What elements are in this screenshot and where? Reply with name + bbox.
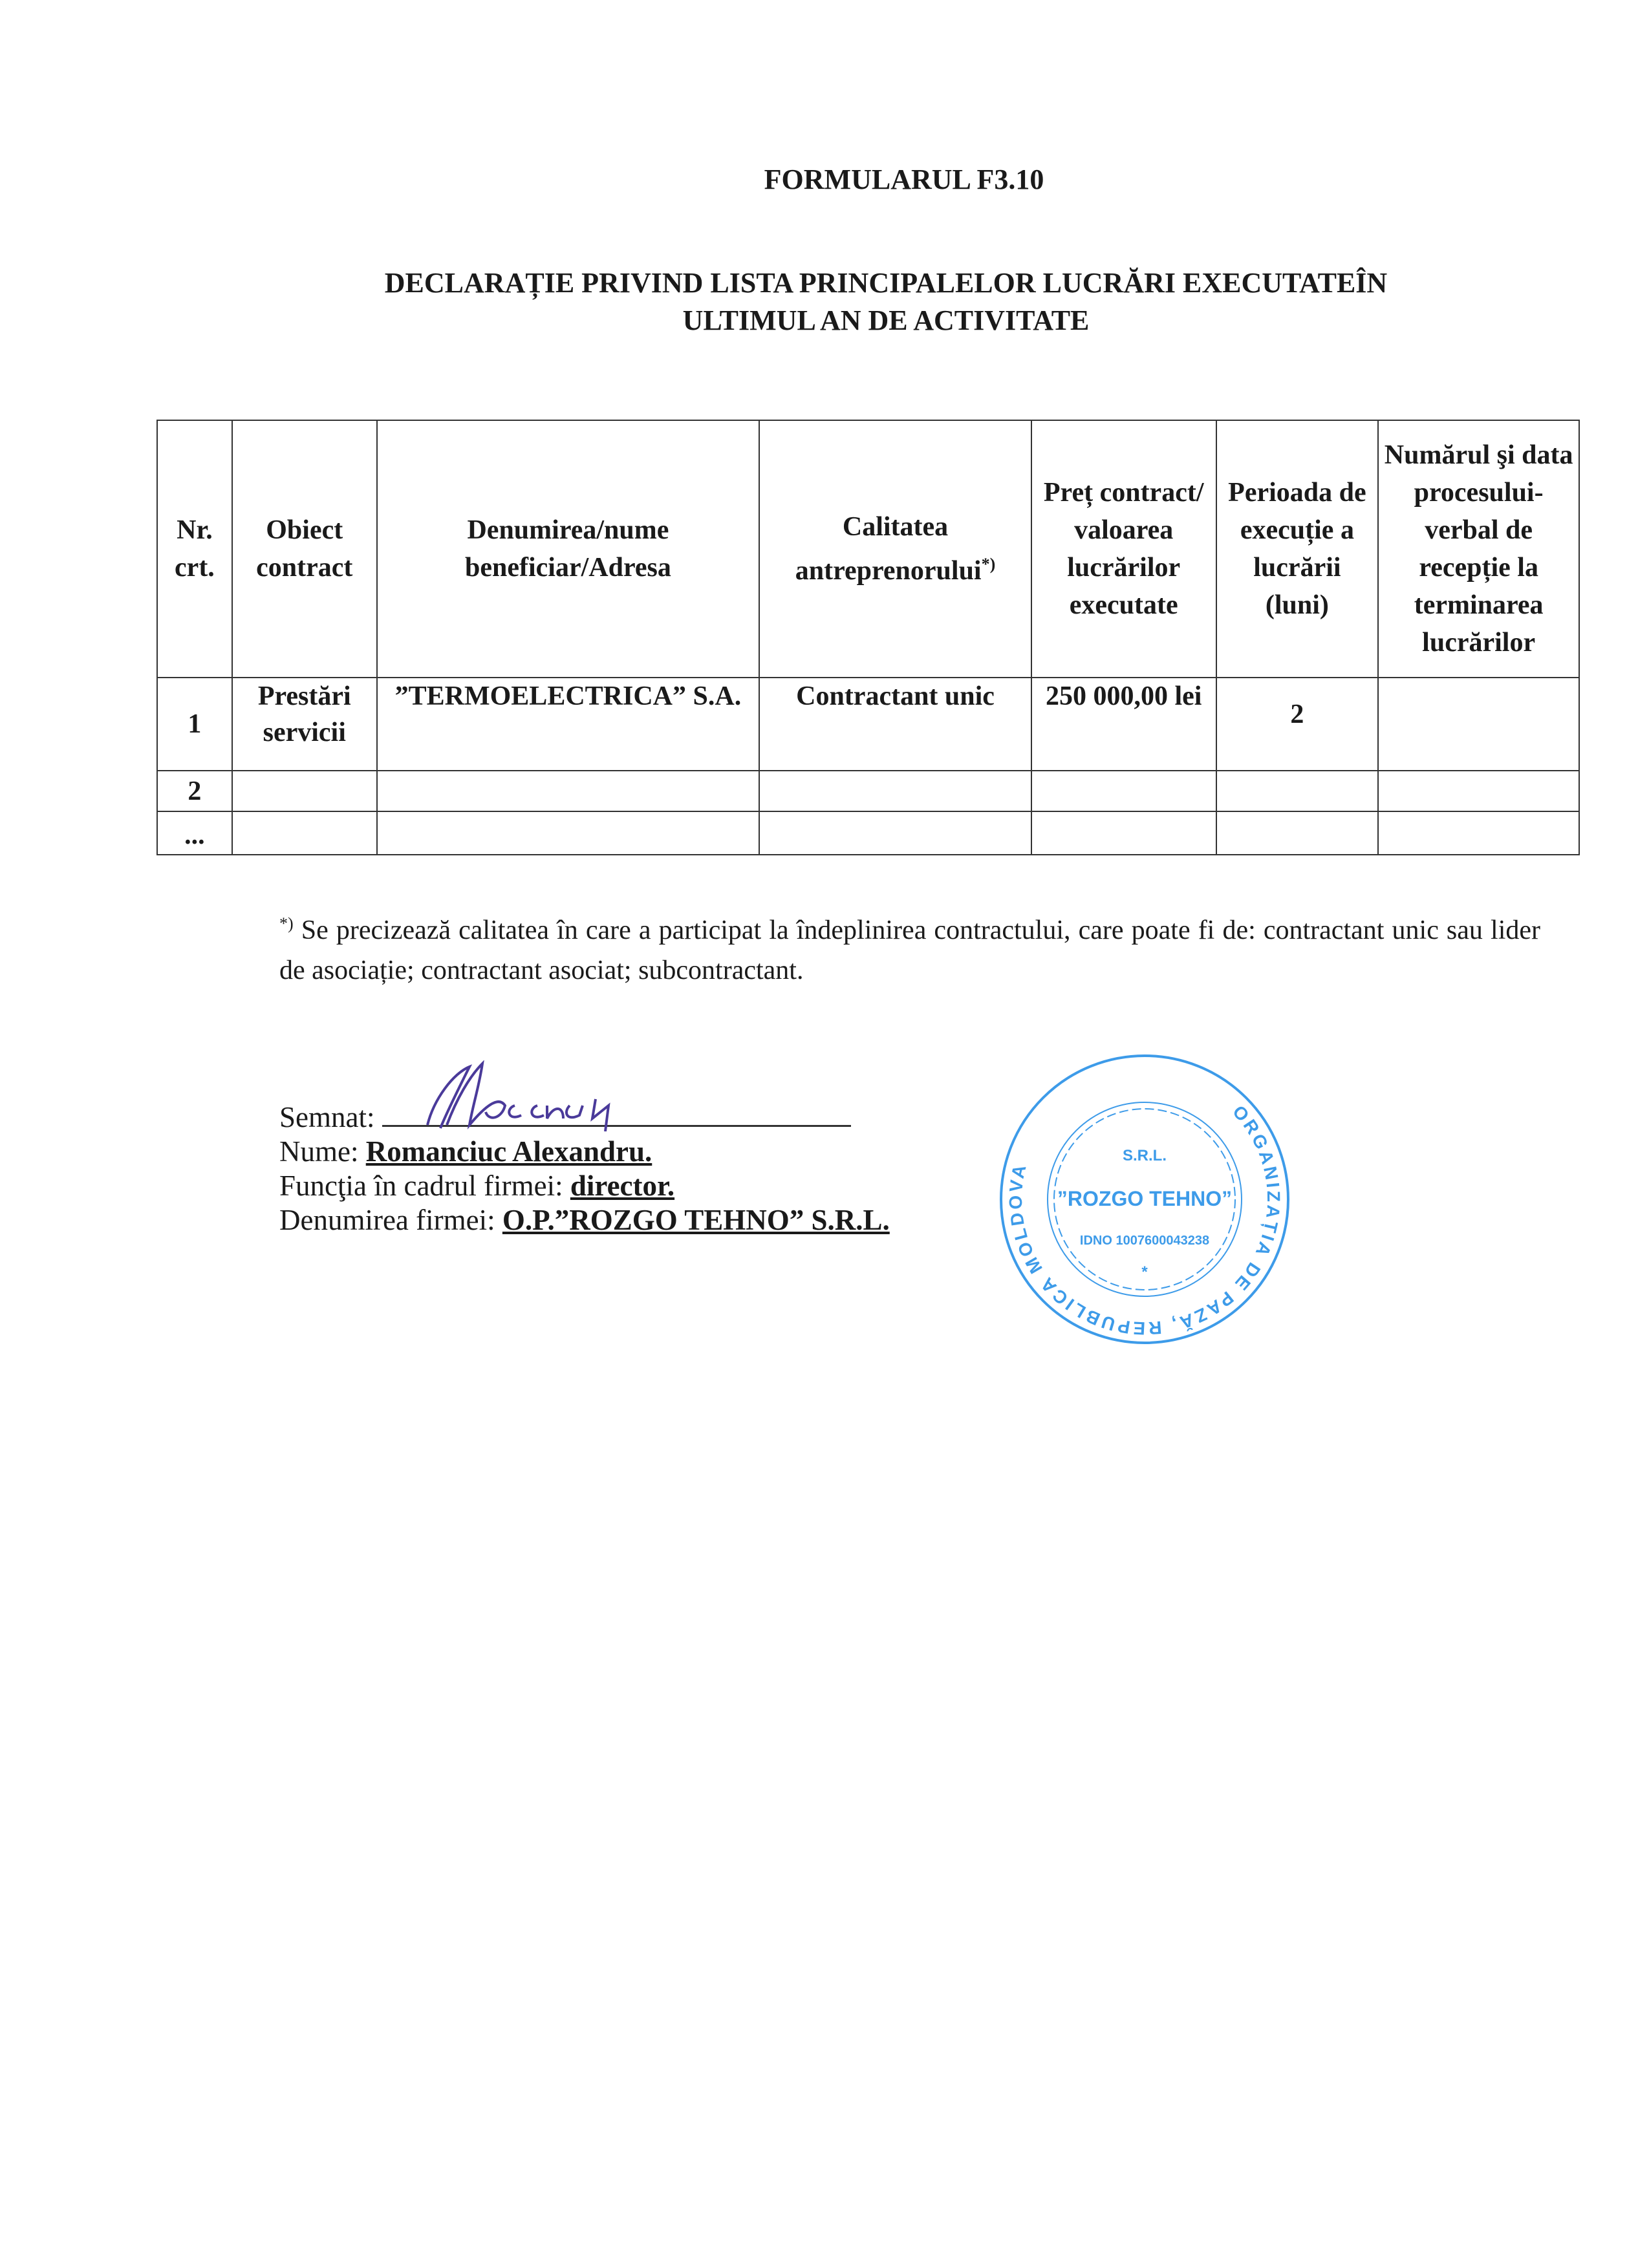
cell	[1378, 811, 1579, 855]
col-header-reception: Numărul şi data procesului-verbal de recepție la terminarea lucrărilor	[1378, 420, 1579, 678]
cell: 250 000,00 lei	[1031, 678, 1216, 771]
cell: ...	[157, 811, 232, 855]
stamp-star: *	[1141, 1263, 1148, 1281]
works-table	[156, 420, 1580, 855]
table-header-row	[157, 420, 1579, 678]
signature-field	[382, 1099, 851, 1127]
cell	[1216, 811, 1379, 855]
col-header-quality: Calitatea antreprenorului*)	[759, 420, 1031, 678]
cell	[232, 811, 377, 855]
cell: ”TERMOELECTRICA” S.A.	[377, 678, 760, 771]
cell	[377, 771, 760, 811]
cell: 2	[1216, 678, 1379, 771]
signer-name: Romanciuc Alexandru.	[365, 1135, 652, 1168]
stamp-idno: IDNO 1007600043238	[1079, 1234, 1210, 1248]
form-code: FORMULARUL F3.10	[764, 164, 1044, 195]
cell	[232, 771, 377, 811]
cell	[1031, 771, 1216, 811]
signature-block	[279, 1099, 890, 1237]
cell	[759, 771, 1031, 811]
stamp-type: S.R.L.	[1122, 1147, 1167, 1164]
cell	[1216, 771, 1379, 811]
footnote: *) Se precizează calitatea în care a participat la îndeplinirea contractului, care poate fi de: contractant unic sau lider de asociație; contractant asociat; subcontractant.	[279, 914, 1540, 985]
table-row	[157, 678, 1579, 771]
cell	[1378, 771, 1579, 811]
cell: Prestări servicii	[232, 678, 377, 771]
col-header-object: Obiect contract	[232, 420, 377, 678]
svg-text:ORGANIZAȚIA DE PAZĂ, REPUBLICA	[1006, 1102, 1284, 1338]
function-line: Funcţia în cadrul firmei: director.	[279, 1170, 675, 1202]
table-row	[157, 811, 1579, 855]
company-stamp	[996, 1051, 1293, 1348]
stamp-ring-text: ORGANIZAȚIA DE PAZĂ, REPUBLICA MOLDOVA	[1005, 1101, 1284, 1339]
cell: 2	[157, 771, 232, 811]
company-line: Denumirea firmei: O.P.”ROZGO TEHNO” S.R.L.	[279, 1204, 890, 1236]
col-header-period: Perioada de execuție a lucrării (luni)	[1216, 420, 1379, 678]
cell	[1031, 811, 1216, 855]
col-header-beneficiary: Denumirea/nume beneficiar/Adresa	[377, 420, 760, 678]
company-name: O.P.”ROZGO TEHNO” S.R.L.	[502, 1204, 890, 1236]
cell	[377, 811, 760, 855]
cell: Contractant unic	[759, 678, 1031, 771]
signer-function: director.	[570, 1170, 675, 1202]
document-title-line1: DECLARAȚIE PRIVIND LISTA PRINCIPALELOR LUCRĂRI EXECUTATEÎN	[384, 267, 1388, 299]
stamp-name: ”ROZGO TEHNO”	[1057, 1187, 1233, 1210]
cell	[759, 811, 1031, 855]
col-header-nr: Nr. crt.	[157, 420, 232, 678]
name-line: Nume: Romanciuc Alexandru.	[279, 1135, 652, 1168]
table-row	[157, 771, 1579, 811]
document-title-line2: ULTIMUL AN DE ACTIVITATE	[682, 305, 1090, 336]
cell: 1	[157, 678, 232, 771]
signed-line: Semnat:	[279, 1099, 890, 1135]
handwritten-signature	[408, 1060, 706, 1131]
col-header-price: Preț contract/ valoarea lucrărilor executate	[1031, 420, 1216, 678]
cell	[1378, 678, 1579, 771]
